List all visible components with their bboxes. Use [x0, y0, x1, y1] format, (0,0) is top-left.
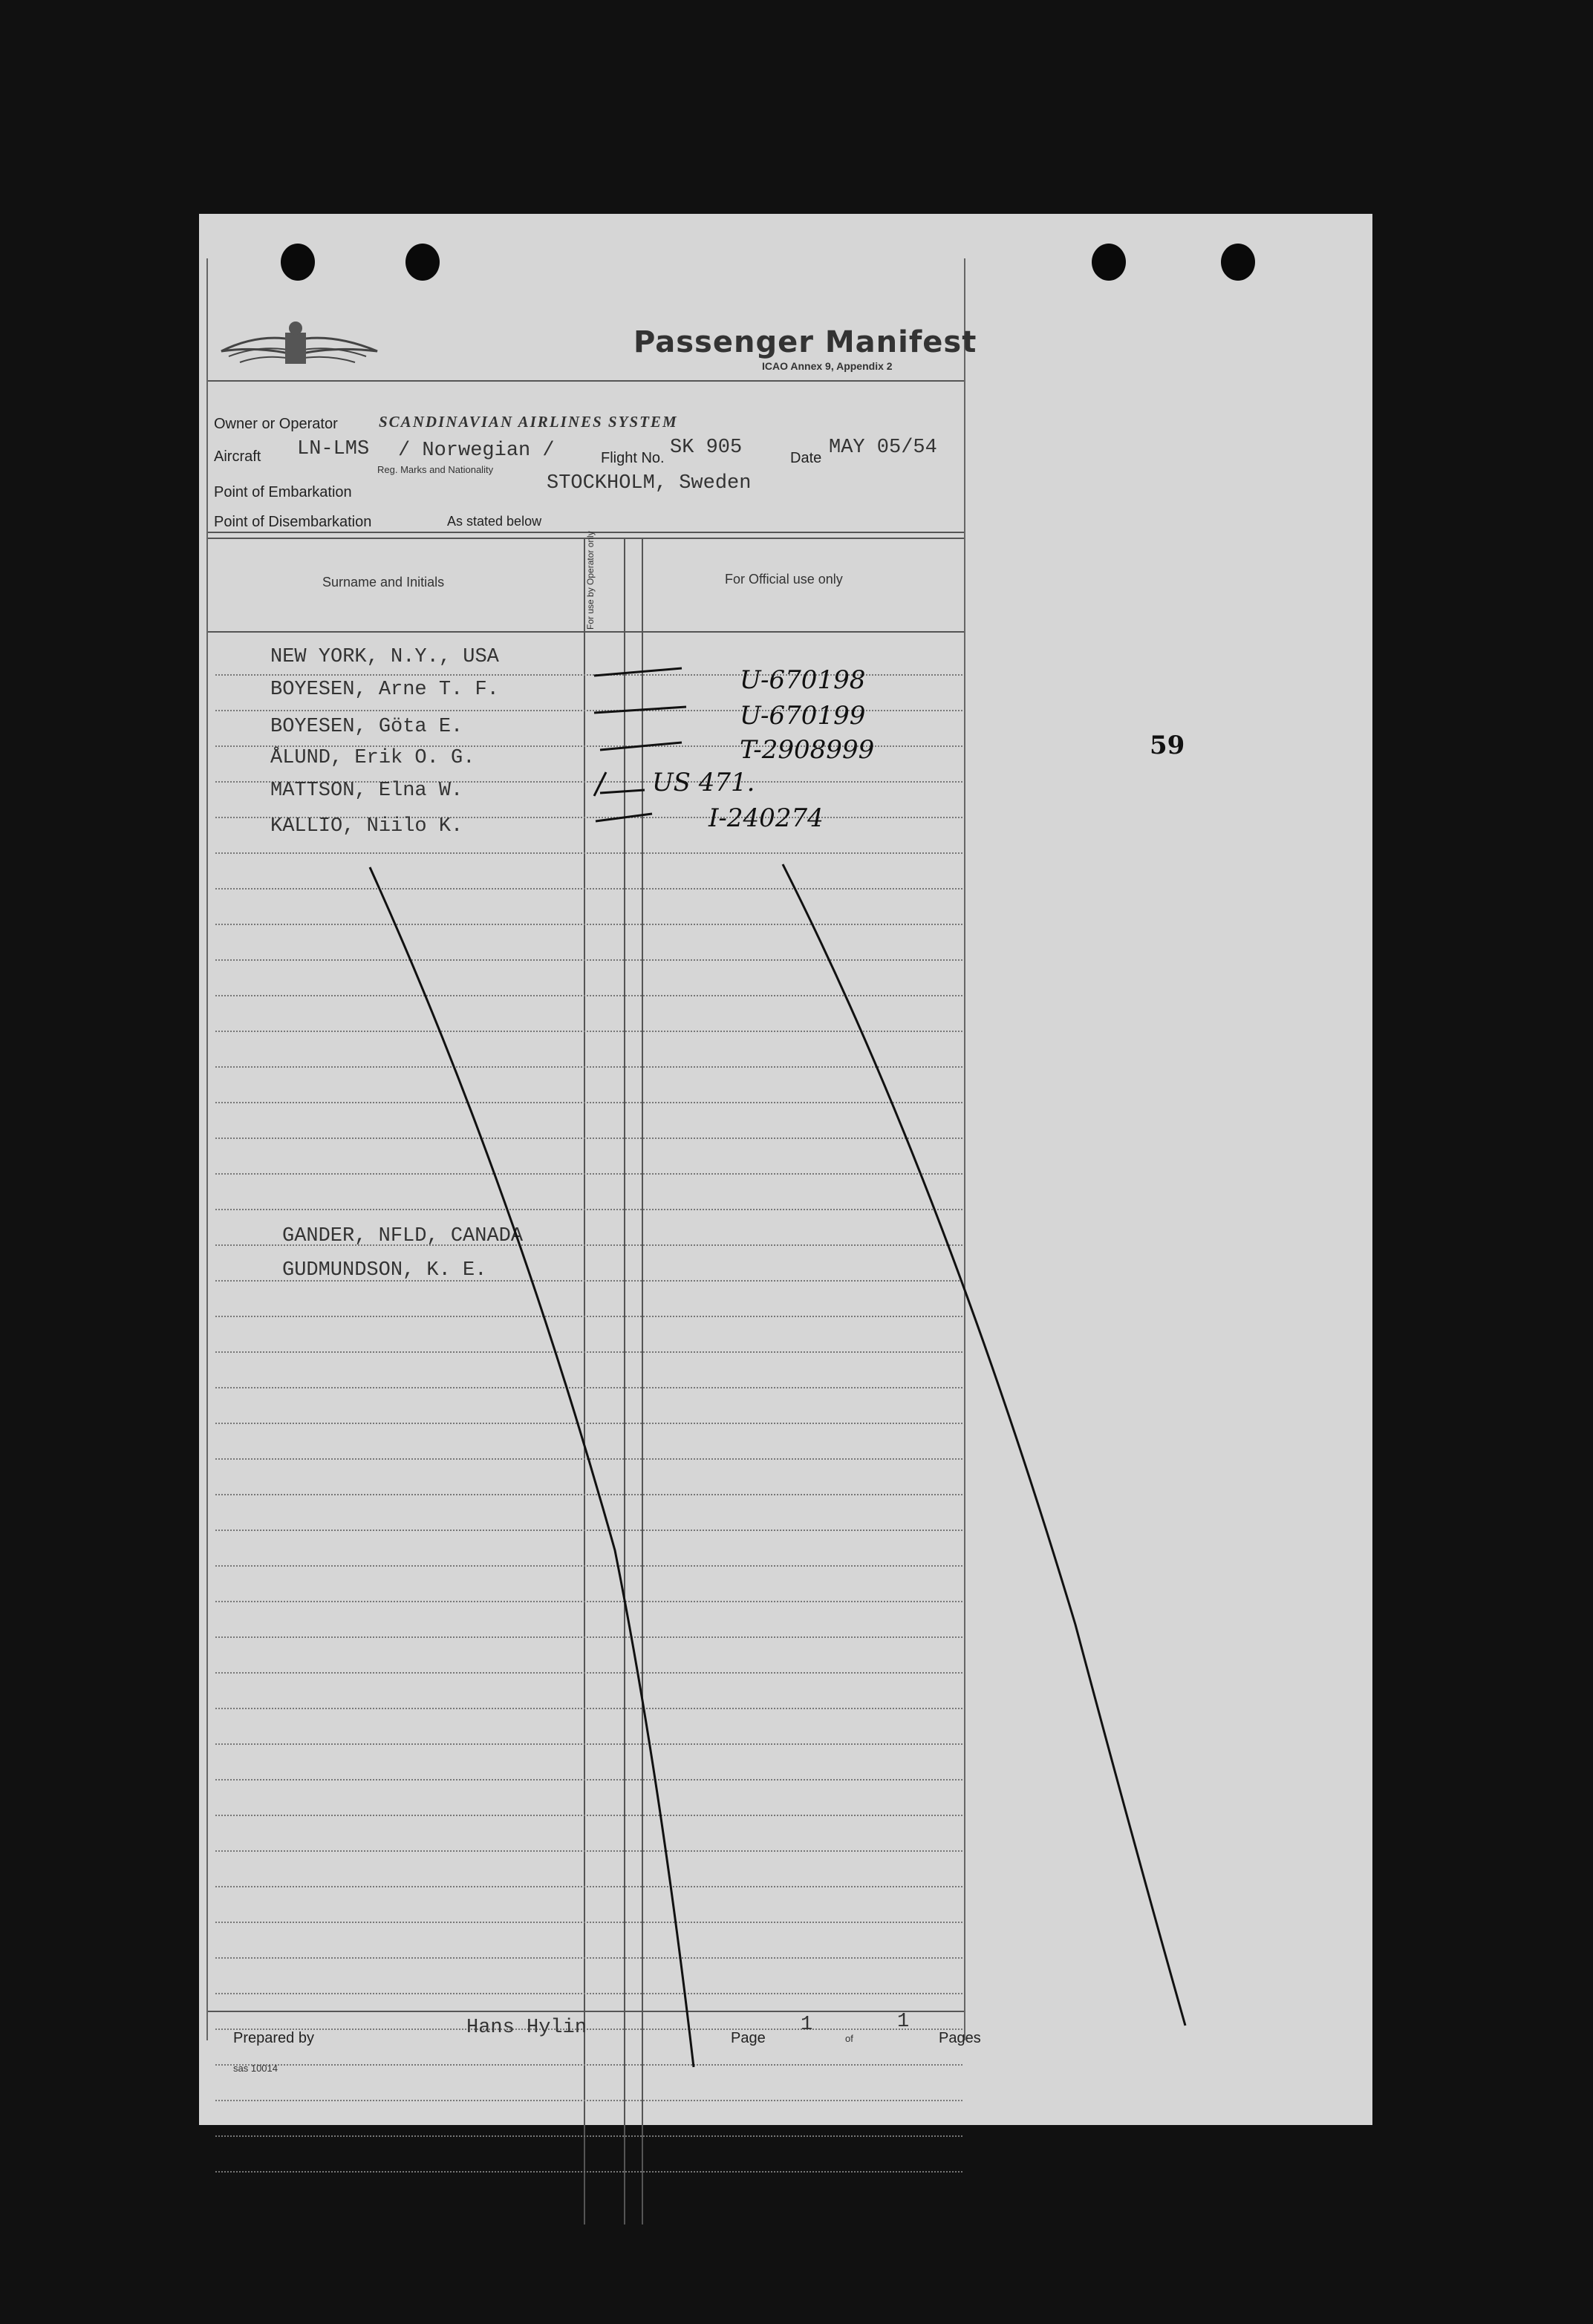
passenger-name: MATTSON, Elna W.	[270, 780, 463, 802]
flight-label: Flight No.	[601, 450, 665, 466]
passenger-name: BOYESEN, Göta E.	[270, 716, 463, 738]
disembarkation-value: As stated below	[447, 514, 542, 529]
destination-heading: GANDER, NFLD, CANADA	[282, 1225, 524, 1247]
pen-strokes	[199, 214, 1372, 2125]
date-value: MAY 05/54	[829, 437, 937, 459]
embarkation-label: Point of Embarkation	[214, 484, 352, 500]
flight-value: SK 905	[670, 437, 743, 459]
official-entry: US 471.	[652, 768, 755, 797]
pages-value: 1	[897, 2011, 910, 2033]
sheet-number: 59	[1150, 731, 1185, 760]
passenger-name: KALLIO, Niilo K.	[270, 815, 463, 838]
pages-label: Pages	[939, 2030, 981, 2046]
passenger-name: BOYESEN, Arne T. F.	[270, 679, 499, 701]
of-label: of	[845, 2033, 853, 2044]
reg-note: Reg. Marks and Nationality	[377, 464, 494, 475]
date-label: Date	[790, 450, 822, 466]
destination-heading: NEW YORK, N.Y., USA	[270, 646, 499, 668]
aircraft-reg: LN-LMS	[297, 438, 370, 460]
embarkation-value: STOCKHOLM, Sweden	[547, 472, 752, 494]
official-entry: U-670199	[740, 701, 866, 731]
operator-column-header: For use by Operator only	[585, 531, 596, 630]
manifest-subtitle: ICAO Annex 9, Appendix 2	[762, 360, 893, 372]
owner-label: Owner or Operator	[214, 416, 338, 432]
page-value: 1	[801, 2014, 813, 2036]
official-entry: I-240274	[708, 803, 824, 833]
aircraft-label: Aircraft	[214, 448, 261, 465]
surname-column-header: Surname and Initials	[322, 575, 445, 590]
page-label: Page	[731, 2030, 766, 2046]
owner-value: SCANDINAVIAN AIRLINES SYSTEM	[379, 413, 678, 431]
official-entry: U-670198	[740, 665, 866, 695]
manifest-title: Passenger Manifest	[633, 325, 977, 359]
manifest-sheet	[199, 214, 1372, 2125]
aircraft-nationality: / Norwegian /	[398, 440, 555, 462]
disembarkation-label: Point of Disembarkation	[214, 514, 372, 530]
passenger-name: GUDMUNDSON, K. E.	[282, 1259, 487, 1282]
official-column-header: For Official use only	[725, 572, 843, 587]
passenger-name: ÅLUND, Erik O. G.	[270, 747, 475, 769]
prepared-by-value: Hans Hylin	[466, 2017, 587, 2039]
prepared-by-label: Prepared by	[233, 2030, 314, 2046]
official-entry: T-2908999	[740, 735, 875, 765]
form-number: sas 10014	[233, 2063, 278, 2074]
